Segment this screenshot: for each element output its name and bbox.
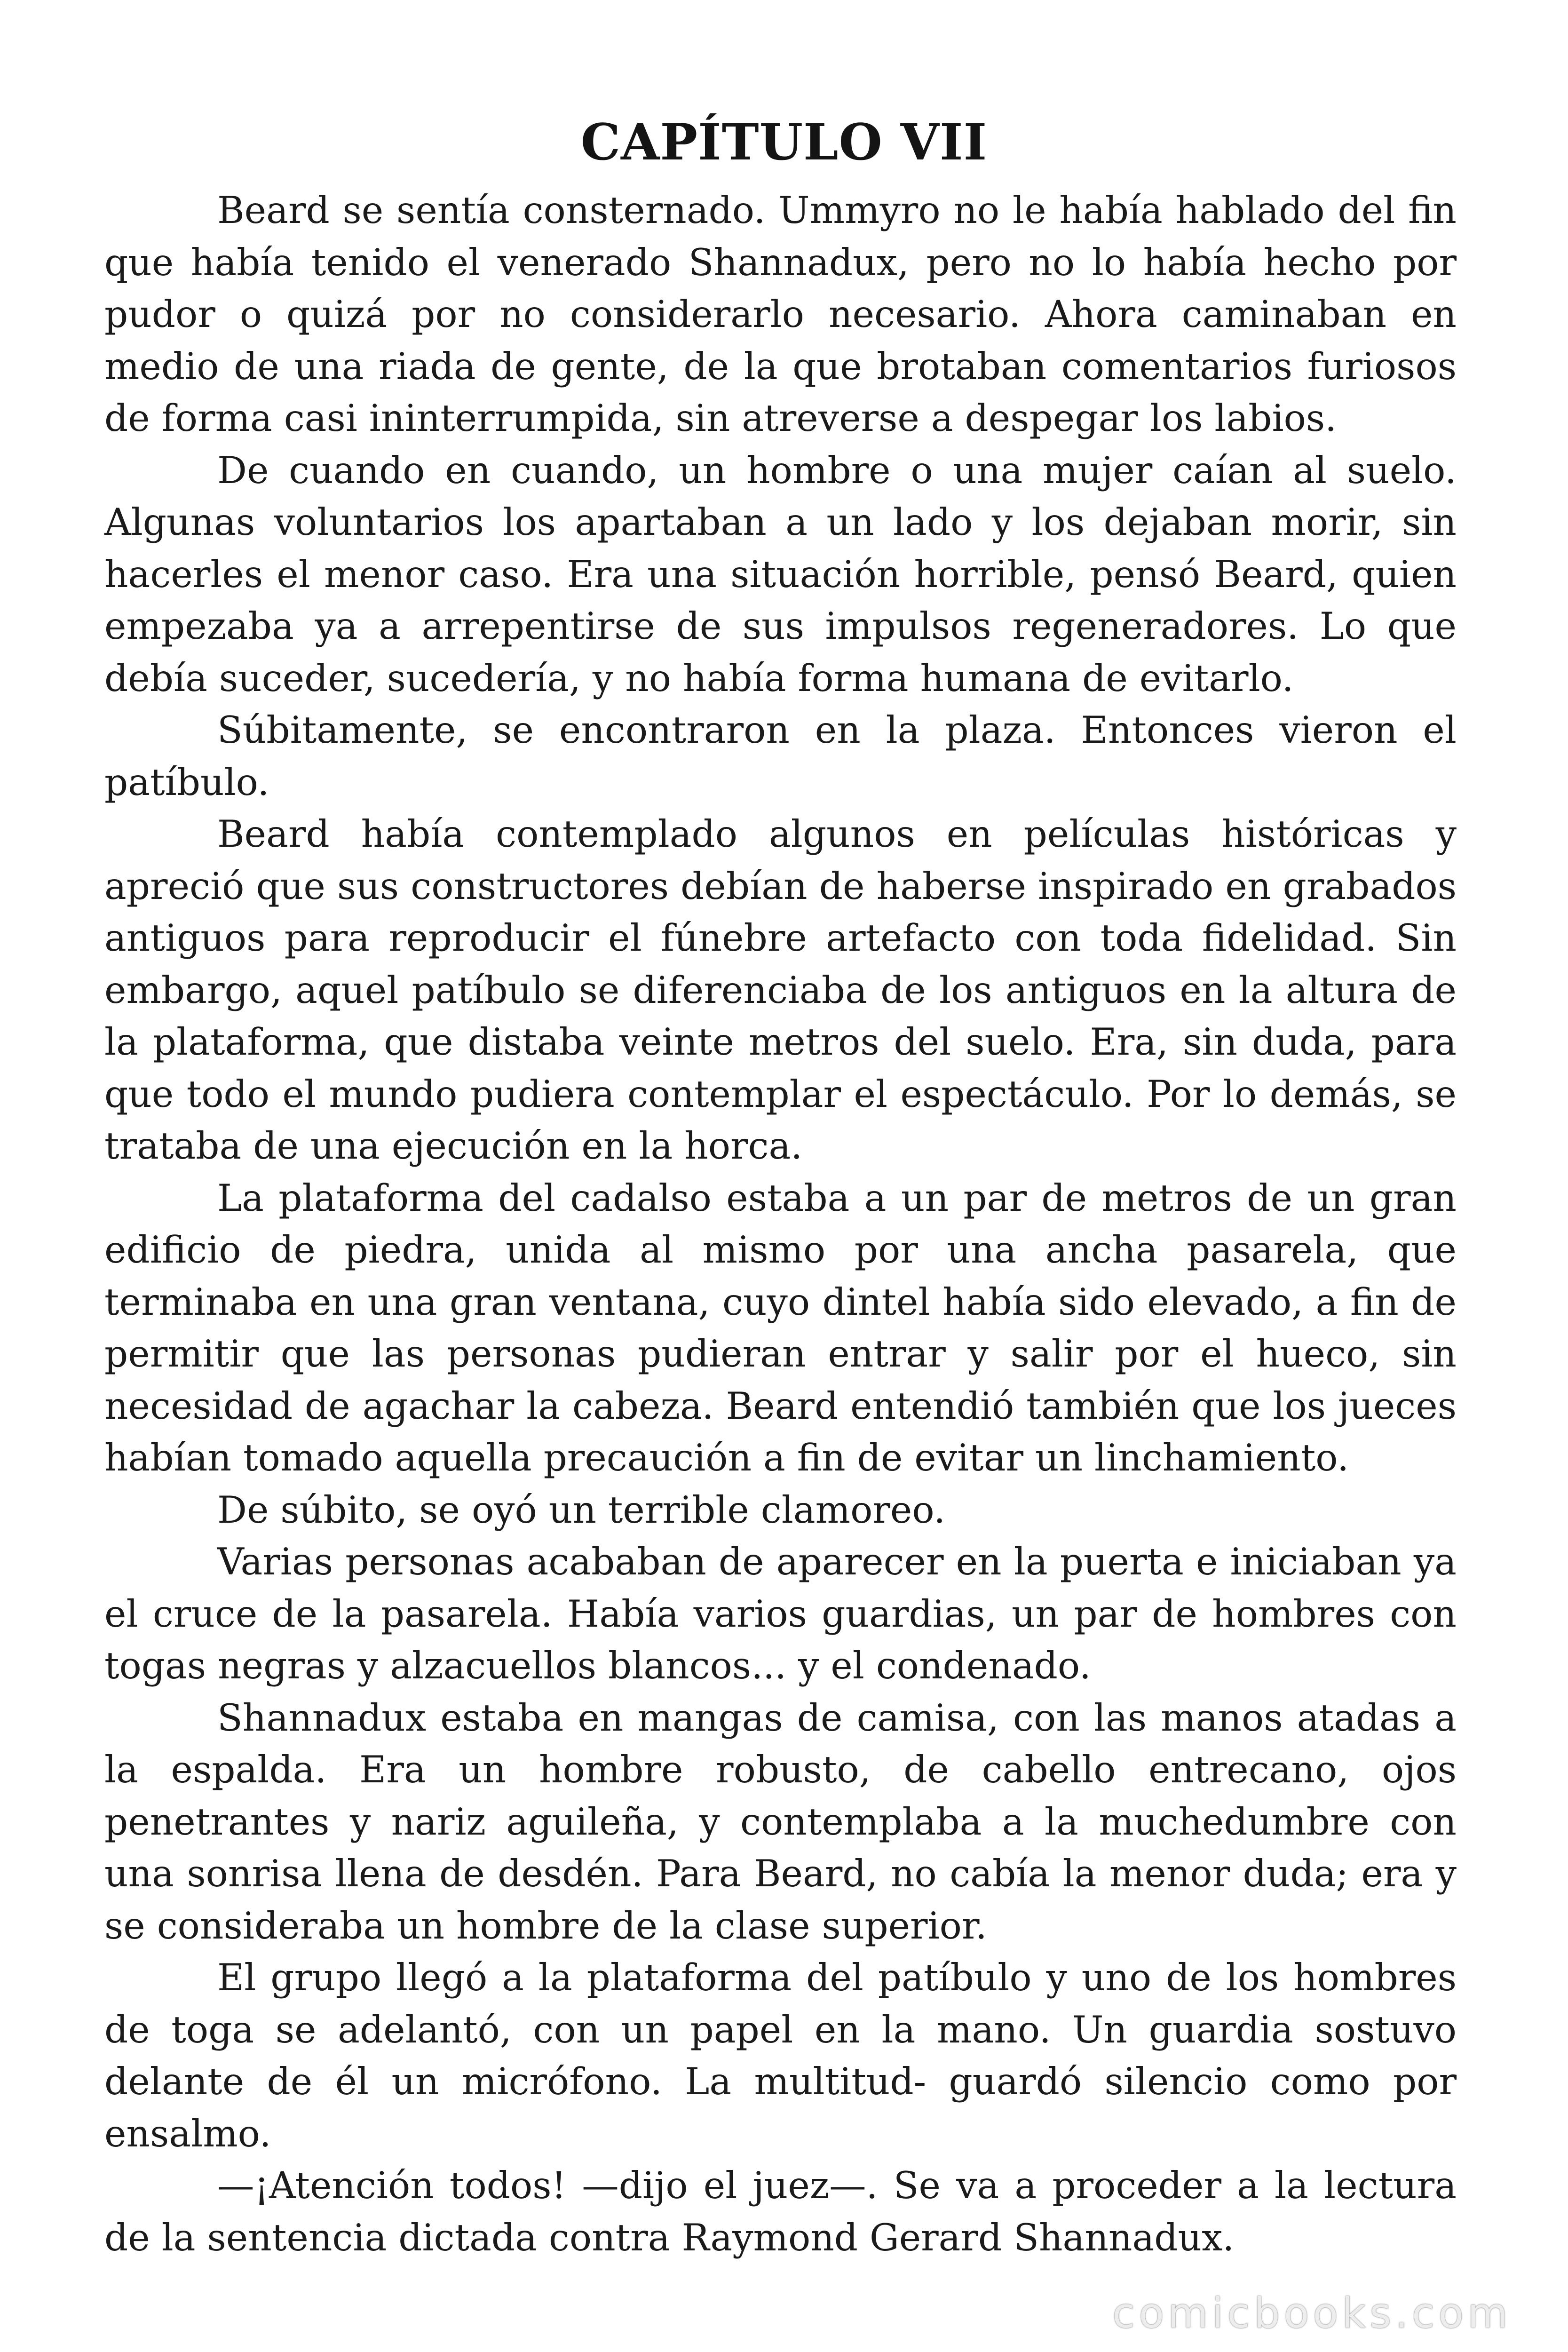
paragraph: Varias personas acababan de aparecer en la puerta e iniciaban ya el cruce de la pasarela. Había varios guardias, un par de hombres con togas negras y alzacuellos blancos... y el condenado. [104,1540,1457,1687]
paragraph: De cuando en cuando, un hombre o una mujer caían al suelo. Algunas voluntarios los apartaban a un lado y los dejaban morir, sin hacerles el menor caso. Era una situación horrible, pensó Beard, quien empezaba ya a arrepentirse de sus impulsos regeneradores. Lo que debía suceder, sucedería, y no había forma humana de evitarlo. [104,448,1457,700]
paragraph: El grupo llegó a la plataforma del patíbulo y uno de los hombres de toga se adelantó, con un papel en la mano. Un guardia sostuvo delante de él un micrófono. La multitud- guardó silencio como por ensalmo. [104,1956,1457,2155]
paragraph: Beard se sentía consternado. Ummyro no le había hablado del fin que había tenido el venerado Shannadux, pero no lo había hecho por pudor o quizá por no considerarlo necesario. Ahora caminaban en medio de una riada de gente, de la que brotaban comentarios furiosos de forma casi ininterrumpida, sin atreverse a despegar los labios. [104,189,1457,440]
watermark: comicbooks.com [1112,2289,1512,2337]
paragraph: Beard había contemplado algunos en películas históricas y apreció que sus constructores debían de haberse inspirado en grabados antiguos para reproducir el fúnebre artefacto con toda fidelidad. Sin embargo, aquel patíbulo se diferenciaba de los antiguos en la altura de la plataforma, que distaba veinte metros del suelo. Era, sin duda, para que todo el mundo pudiera contemplar el espectáculo. Por lo demás, se trataba de una ejecución en la horca. [104,812,1457,1168]
paragraph: La plataforma del cadalso estaba a un par de metros de un gran edificio de piedra, unida al mismo por una ancha pasarela, que terminaba en una gran ventana, cuyo dintel había sido elevado, a fin de permitir que las personas pudieran entrar y salir por el hueco, sin necesidad de agachar la cabeza. Beard entendió también que los jueces habían tomado aquella precaución a fin de evitar un linchamiento. [104,1176,1457,1479]
paragraph: De súbito, se oyó un terrible clamoreo. [217,1488,946,1532]
paragraph: Shannadux estaba en mangas de camisa, con las manos atadas a la espalda. Era un hombre robusto, de cabello entrecano, ojos penetrantes y nariz aguileña, y contemplaba a la muchedumbre con una sonrisa llena de desdén. Para Beard, no cabía la menor duda; era y se consideraba un hombre de la clase superior. [104,1696,1457,1947]
chapter-body [104,184,1457,2264]
paragraph: —¡Atención todos! —dijo el juez—. Se va a proceder a la lectura de la sentencia dictada contra Raymond Gerard Shannadux. [104,2164,1457,2259]
paragraph: Súbitamente, se encontraron en la plaza. Entonces vieron el patíbulo. [104,708,1457,804]
chapter-title: CAPÍTULO VII [580,112,988,171]
